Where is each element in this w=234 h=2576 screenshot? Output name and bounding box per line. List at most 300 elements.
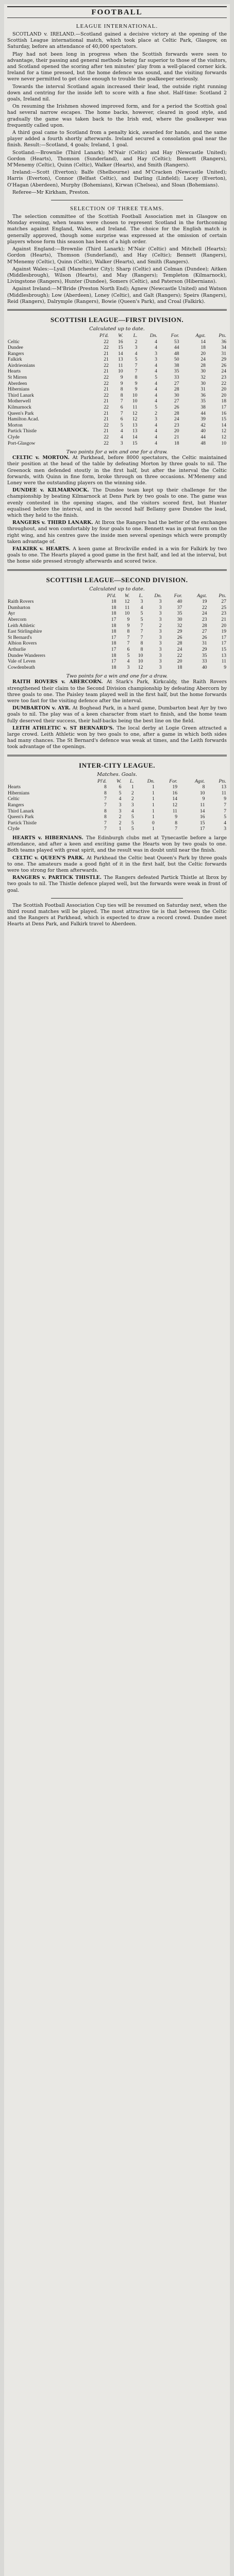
stat-cell: 3 (159, 640, 162, 647)
stat-cell: 11 (200, 802, 205, 808)
team-name: Dundee (8, 345, 23, 351)
stat-cell: 8 (140, 640, 143, 647)
team-name: Arthurlie (8, 647, 26, 652)
stat-cell: 3 (159, 617, 162, 623)
stat-cell: 5 (131, 826, 134, 832)
stat-cell: 5 (155, 375, 158, 381)
stat-cell: 7 (104, 796, 107, 802)
table-title: SCOTTISH LEAGUE—SECOND DIVISION. (46, 575, 188, 584)
stat-cell: 6 (120, 416, 123, 422)
stat-cell: 12 (132, 410, 138, 416)
stat-cell: 14 (221, 422, 226, 428)
stat-cell: 3 (155, 350, 158, 357)
team-name: Partick Thistle (8, 428, 37, 434)
team-name: Clyde (8, 434, 20, 440)
stat-cell: 13 (118, 357, 123, 363)
table-row (7, 375, 227, 381)
stat-cell: 3 (135, 345, 138, 351)
stat-cell: 33 (174, 375, 179, 381)
stat-cell: 7 (120, 410, 123, 416)
stat-cell: 9 (120, 380, 123, 386)
table-header-row (7, 593, 227, 599)
stat-cell: 4 (155, 368, 158, 375)
column-header: For. (169, 778, 177, 784)
stat-cell: 9 (175, 814, 177, 820)
paragraph: Against England:—Brownlie (Third Lanark); M'Nair (Celtic) and Mitchell (Hearts); Gordon (Hearts), Thomson (Sunderland), and Hay (Celtic); Bennett (Rangers), M'Menemy (Celtic), Quinn (Celtic), Walker (Hearts), and Smith (Rangers). (7, 246, 227, 265)
stat-cell: 16 (172, 790, 177, 796)
stat-cell: 22 (104, 392, 109, 398)
table-row (7, 345, 227, 351)
stat-cell: 18 (111, 604, 116, 611)
column-header: L. (139, 592, 143, 599)
stat-cell: 12 (124, 599, 130, 605)
column-header (7, 333, 85, 339)
stat-cell: 22 (104, 362, 109, 368)
stat-cell: 8 (135, 375, 138, 381)
match-report-heading: CELTIC v. QUEEN'S PARK. (12, 855, 87, 861)
team-name: Vale of Leven (8, 658, 36, 665)
column-header: For. (174, 592, 182, 599)
column-header (7, 593, 94, 599)
stat-cell: 21 (221, 617, 226, 623)
team-name: Celtic (8, 338, 20, 345)
stat-cell: 24 (177, 647, 182, 652)
stat-cell: 11 (118, 362, 123, 368)
stat-cell: 3 (155, 357, 158, 363)
stat-cell: 29 (177, 629, 182, 635)
match-report-heading: RANGERS v. PARTICK THISTLE. (12, 875, 104, 881)
stat-cell: 28 (174, 386, 179, 393)
table-row (7, 363, 227, 369)
divider (7, 309, 227, 311)
table-row (7, 393, 227, 399)
table-header-row (7, 778, 227, 785)
table-title: INTER-CITY LEAGUE. (79, 761, 155, 769)
stat-cell: 50 (174, 357, 179, 363)
stat-cell: 5 (140, 617, 143, 623)
match-report-text: The local derby at Logie Green attracted a large crowd. Leith Athletic won by two goals to one, after a game in which both sides had many chances. The St Bernard's defence was weak at times, and the Leith forwards took advantage of the openings. (7, 725, 227, 750)
stat-cell: 3 (155, 416, 158, 422)
table-row (7, 647, 227, 653)
second-division-table-block (7, 576, 227, 680)
stat-cell: 35 (174, 368, 179, 375)
stat-cell: 18 (200, 345, 206, 351)
team-name: Hibernians (8, 790, 30, 796)
table-row (7, 416, 227, 422)
stat-cell: 3 (159, 634, 162, 640)
stat-cell: 11 (125, 604, 130, 611)
stat-cell: 8 (120, 386, 123, 393)
column-header: W. (124, 592, 130, 599)
match-report-heading: RANGERS v. THIRD LANARK. (12, 520, 95, 526)
stat-cell: 28 (200, 362, 206, 368)
table-row (7, 611, 227, 617)
stat-cell: 6 (127, 647, 130, 652)
stat-cell: 4 (155, 422, 158, 428)
stat-cell: 4 (119, 796, 122, 802)
stat-cell: 15 (221, 416, 226, 422)
stat-cell: 19 (202, 599, 207, 605)
stat-cell: 4 (155, 386, 158, 393)
table-row (7, 386, 227, 393)
stat-cell: 8 (202, 784, 205, 790)
stat-cell: 24 (200, 357, 206, 363)
match-report-text: At Parkhead the Celtic beat Queen's Park by three goals to one. The amateurs made a good fight of it in the first half, but the Celtic forwards were too strong for them afterwards. (7, 855, 227, 873)
match-report-heading: CELTIC v. MORTON. (12, 455, 73, 461)
stat-cell: 35 (200, 398, 206, 404)
stat-cell: 35 (177, 611, 182, 617)
team-name: Falkirk (8, 357, 22, 363)
stat-cell: 5 (131, 820, 134, 826)
stat-cell: 12 (132, 416, 138, 422)
stat-cell: 3 (140, 599, 143, 605)
match-report-heading: HEARTS v. HIBERNIANS. (12, 835, 86, 841)
stat-cell: 38 (174, 362, 179, 368)
paragraph: Ireland:—Scott (Everton); Balfe (Shelbourne) and M'Cracken (Newcastle United); Harris (Everton), Connor (Belfast Celtic), and Darling (Linfield); Lacey (Everton), O'Hagan (Aberdeen), Murphy (Bohemians), Kirwan (Chelsea), and Sloan (Bohemians). (7, 170, 227, 188)
stat-cell: 17 (111, 634, 116, 640)
stat-cell: 36 (221, 338, 226, 345)
stat-cell: 20 (221, 386, 226, 393)
match-report (7, 725, 227, 751)
stat-cell: 3 (159, 611, 162, 617)
column-header (7, 778, 82, 785)
stat-cell: 11 (221, 658, 226, 665)
stat-cell: 15 (118, 345, 123, 351)
team-name: Rangers (8, 802, 24, 808)
table-row (7, 368, 227, 375)
stat-cell: 3 (224, 826, 226, 832)
stat-cell: 18 (111, 599, 116, 605)
stat-cell: 11 (221, 790, 226, 796)
stat-cell: 17 (221, 634, 226, 640)
masthead: FOOTBALL (7, 6, 227, 18)
stat-cell: 27 (202, 629, 207, 635)
stat-cell: 22 (104, 380, 109, 386)
stat-cell: 32 (200, 375, 206, 381)
stat-cell: 26 (177, 634, 182, 640)
stat-cell: 1 (152, 802, 155, 808)
match-report-text: The Rangers defeated Partick Thistle at Ibrox by two goals to nil. The Thistle defence played well, but the forwards were weak in front of goal. (7, 875, 227, 893)
column-header: Pl'd. (107, 592, 116, 599)
stat-cell: 4 (155, 338, 158, 345)
stat-cell: 16 (118, 338, 123, 345)
stat-cell: 13 (221, 652, 226, 658)
match-report (7, 855, 227, 874)
stat-cell: 34 (221, 345, 226, 351)
team-name: Hibernians (8, 386, 30, 393)
paragraph: The Scottish Football Association Cup ties will be resumed on Saturday next, when the third round matches will be played. The most attractive tie is that between the Celtic and the Rangers at Parkhead, which is expected to draw a record crowd. Dundee meet Hearts at Dens Park, and Falkirk travel to Aberdeen. (7, 902, 227, 927)
column-header: For. (171, 332, 179, 338)
stat-cell: 40 (200, 428, 206, 434)
paragraph: Towards the interval Scotland again increased their lead, the outside right running down and centring for the inside left to score with a fine shot. Half-time: Scotland 2 goals, Ireland nil. (7, 83, 227, 103)
stat-cell: 7 (135, 368, 138, 375)
stat-cell: 7 (140, 629, 143, 635)
stat-cell: 39 (200, 416, 206, 422)
stat-cell: 1 (152, 808, 155, 814)
stat-cell: 10 (124, 611, 130, 617)
column-header: Dn. (147, 778, 155, 784)
stat-cell: 22 (221, 380, 226, 386)
stat-cell: 21 (104, 398, 109, 404)
team-name: Kilmarnock (8, 404, 31, 411)
stat-cell: 14 (200, 338, 206, 345)
stat-cell: 12 (221, 434, 226, 440)
stat-cell: 15 (199, 820, 205, 826)
column-header: Dn. (149, 332, 158, 338)
stat-cell: 8 (104, 784, 107, 790)
team-name: Ayr (8, 611, 15, 617)
stat-cell: 4 (135, 350, 138, 357)
stat-cell: 3 (119, 808, 122, 814)
stat-cell: 22 (104, 375, 109, 381)
stat-cell: 2 (135, 338, 138, 345)
stat-cell: 7 (127, 634, 130, 640)
match-report (7, 679, 227, 704)
stat-cell: 9 (135, 380, 138, 386)
divider (7, 569, 227, 571)
newspaper-page (4, 4, 230, 2576)
team-name: Airdrieonians (8, 362, 35, 368)
table-row (7, 623, 227, 629)
column-header: Agst. (197, 592, 207, 599)
stat-cell: 40 (177, 599, 182, 605)
match-report (7, 455, 227, 486)
table-row (7, 820, 227, 826)
stat-cell: 2 (119, 814, 122, 820)
stat-cell: 7 (127, 640, 130, 647)
team-name: Port-Glasgow (8, 440, 36, 446)
stat-cell: 28 (174, 410, 179, 416)
stat-cell: 24 (202, 611, 207, 617)
stat-cell: 11 (132, 404, 138, 411)
table-subtitle: Calculated up to date. (89, 326, 145, 332)
paragraph: Against Ireland:—M'Bride (Preston North End); Agnew (Newcastle United) and Watson (Middlesbrough); Low (Aberdeen), Loney (Celtic), and Galt (Rangers); Speirs (Rangers), Reid (Rangers), Dalrymple (Rangers), Bowie (Queen's Park), and Croal (Falkirk). (7, 286, 227, 304)
stat-cell: 22 (104, 404, 109, 411)
divider (7, 755, 227, 756)
match-report-text: At Stark's Park, Kirkcaldy, the Raith Rovers strengthened their claim to the Second Division championship by defeating Abercorn by three goals to one. The Paisley team played well in the first half, but the home forwards were too fast for the visiting defence after the interval. (7, 679, 227, 704)
stat-cell: 10 (138, 658, 143, 665)
team-name: Albion Rovers (8, 640, 37, 647)
match-report-text: At Parkhead, before 8000 spectators, the Celtic maintained their position at the head of the table by defeating Morton by three goals to nil. The Greenock men defended stoutly in the first half, but after the interval the Celtic forwards, with Quinn in fine form, broke through on three occasions. M'Menemy and Loney were the outstanding players on the winning side. (7, 455, 227, 486)
table-note: Two points for a win and one for a draw. (66, 673, 168, 680)
stat-cell: 4 (120, 428, 123, 434)
stat-cell: 20 (174, 428, 179, 434)
stat-cell: 8 (104, 808, 107, 814)
stat-cell: 17 (221, 404, 226, 411)
table-row (7, 357, 227, 363)
stat-cell: 21 (104, 386, 109, 393)
match-report (7, 705, 227, 724)
stat-cell: 30 (174, 392, 179, 398)
stat-cell: 14 (132, 434, 138, 440)
stat-cell: 37 (177, 604, 182, 611)
stat-cell: 6 (120, 404, 123, 411)
stat-cell: 6 (119, 784, 122, 790)
stat-cell: 14 (172, 796, 177, 802)
match-report-text: A keen game at Brockville ended in a win for Falkirk by two goals to one. The Hearts played a good game in the first half, and led at the interval, but the home side pressed strongly afterwards and scored twice. (7, 546, 227, 565)
table-row (7, 826, 227, 832)
paragraph: Against Wales:—Lyall (Manchester City); Sharp (Celtic) and Colman (Dundee); Aitken (Middlesbrough), Wilson (Hearts), and May (Rangers); Templeton (Kilmarnock), Livingstone (Rangers), Hunter (Dundee), Somers (Celtic), and Paterson (Hibernians). (7, 266, 227, 285)
table-row (7, 428, 227, 434)
table-row (7, 814, 227, 820)
match-report (7, 835, 227, 854)
stat-cell: 18 (111, 640, 116, 647)
stat-cell: 20 (221, 392, 226, 398)
stat-cell: 5 (155, 404, 158, 411)
stat-cell: 8 (175, 820, 177, 826)
stat-cell: 25 (221, 604, 226, 611)
match-report-heading: FALKIRK v. HEARTS. (12, 546, 73, 552)
team-name: Partick Thistle (8, 820, 37, 826)
stat-cell: 5 (120, 422, 123, 428)
stat-cell: 5 (119, 790, 122, 796)
table-row (7, 635, 227, 641)
match-report (7, 875, 227, 894)
team-name: Third Lanark (8, 808, 34, 814)
stat-cell: 10 (118, 368, 123, 375)
table-subtitle: Matches. Goals. (97, 771, 137, 777)
table-row (7, 339, 227, 345)
stat-cell: 22 (104, 345, 109, 351)
table-row (7, 434, 227, 440)
inter-city-table-block (7, 761, 227, 832)
stat-cell: 8 (140, 647, 143, 652)
stat-cell: 11 (172, 808, 177, 814)
match-report (7, 546, 227, 565)
stat-cell: 22 (177, 652, 182, 658)
team-name: St Mirren (8, 375, 27, 381)
stat-cell: 9 (224, 664, 226, 670)
column-header: Pts. (219, 592, 226, 599)
stat-cell: 1 (152, 814, 155, 820)
first-division-table-block (7, 316, 227, 455)
stat-cell: 24 (221, 368, 226, 375)
stat-cell: 7 (175, 826, 177, 832)
match-report (7, 520, 227, 545)
team-name: East Stirlingshire (8, 629, 42, 635)
stat-cell: 18 (221, 398, 226, 404)
stat-cell: 20 (200, 350, 206, 357)
table-row (7, 599, 227, 605)
stat-cell: 4 (224, 820, 226, 826)
stat-cell: 17 (111, 617, 116, 623)
match-reports (7, 679, 227, 750)
stat-cell: 5 (135, 357, 138, 363)
column-header: Pl'd. (97, 778, 107, 784)
league-international-article (7, 23, 227, 196)
paragraph: Scotland:—Brownlie (Third Lanark); M'Nair (Celtic) and Hay (Newcastle United); Gordon (Hearts), Thomson (Sunderland), and Hay (Celtic); Bennett (Rangers), M'Menemy (Celtic), Quinn (Celtic), Walker (Hearts), and Smith (Rangers). (7, 149, 227, 168)
stat-cell: 14 (118, 350, 123, 357)
match-report-heading: DUMBARTON v. AYR. (12, 705, 73, 711)
stat-cell: 3 (120, 440, 123, 446)
table-header-row (7, 333, 227, 339)
stat-cell: 21 (104, 416, 109, 422)
stat-cell: 2 (131, 790, 134, 796)
stat-cell: 31 (202, 640, 207, 647)
stat-cell: 5 (140, 611, 143, 617)
table-row (7, 790, 227, 796)
table-row (7, 653, 227, 659)
column-header: Pl'd. (99, 332, 109, 338)
stat-cell: 9 (127, 617, 130, 623)
stat-cell: 21 (174, 434, 179, 440)
team-name: Clyde (8, 826, 20, 832)
column-header: Pts. (219, 778, 226, 784)
stat-cell: 12 (221, 428, 226, 434)
team-name: Abercorn (8, 617, 27, 623)
stat-cell: 18 (111, 611, 116, 617)
column-header: Agst. (194, 778, 205, 784)
stat-cell: 29 (202, 647, 207, 652)
stat-cell: 4 (127, 658, 130, 665)
match-report-text: At Boghead Park, in a hard game, Dumbarton beat Ayr by two goals to nil. The play was of a keen character from start to finish, and the home team fully deserved their success, their half-backs being the best line on the field. (7, 705, 227, 724)
team-name: Motherwell (8, 398, 31, 404)
match-report-text: The Edinburgh clubs met at Tynecastle before a large attendance, and after a keen and exciting game the Hearts won by two goals to one. Both teams played with great spirit, and the result was in doubt until near the finish. (7, 835, 227, 854)
stat-cell: 17 (221, 640, 226, 647)
stat-cell: 18 (177, 664, 182, 670)
selection-article (7, 206, 227, 305)
team-name: Queen's Park (8, 410, 34, 416)
stat-cell: 7 (224, 808, 226, 814)
stat-cell: 8 (104, 814, 107, 820)
match-report-heading: DUNDEE v. KILMARNOCK. (12, 487, 93, 494)
stat-cell: 29 (221, 357, 226, 363)
team-name: Celtic (8, 796, 20, 802)
stat-cell: 1 (152, 784, 155, 790)
table-subtitle: Calculated up to date. (89, 586, 145, 592)
stat-cell: 20 (221, 622, 226, 629)
stat-cell: 20 (177, 658, 182, 665)
stat-cell: 26 (221, 362, 226, 368)
team-name: Queen's Park (8, 814, 34, 820)
stat-cell: 18 (111, 664, 116, 670)
stat-cell: 9 (135, 386, 138, 393)
stat-cell: 21 (104, 350, 109, 357)
stat-cell: 18 (174, 440, 179, 446)
stat-cell: 18 (111, 629, 116, 635)
team-name: St Bernard's (8, 634, 32, 640)
table-row (7, 796, 227, 802)
match-reports (7, 835, 227, 894)
paragraph: The selection committee of the Scottish Football Association met in Glasgow on Monday evening, when teams were chosen to represent Scotland in the forthcoming matches against England, Wales, and Ireland. The choice for the English match is generally approved, though some surprise was expressed at the omission of certain players whose form this season has been of a high order. (7, 214, 227, 245)
team-name: Leith Athletic (8, 622, 36, 629)
stat-cell: 1 (119, 826, 122, 832)
stat-cell: 3 (119, 802, 122, 808)
stat-cell: 9 (202, 796, 205, 802)
standings-table (7, 778, 227, 832)
paragraph: Referee—Mr Kirkham, Preston. (12, 189, 90, 195)
stat-cell: 10 (132, 392, 138, 398)
stat-cell: 22 (104, 440, 109, 446)
stat-cell: 31 (221, 350, 226, 357)
section-title: SELECTION OF THREE TEAMS. (70, 206, 164, 212)
stat-cell: 21 (104, 357, 109, 363)
stat-cell: 4 (155, 428, 158, 434)
stat-cell: 24 (174, 416, 179, 422)
table-row (7, 411, 227, 417)
table-row (7, 629, 227, 635)
stat-cell: 3 (159, 599, 162, 605)
column-header: W. (118, 332, 123, 338)
stat-cell: 1 (152, 790, 155, 796)
stat-cell: 10 (221, 440, 226, 446)
team-name: Third Lanark (8, 392, 34, 398)
stat-cell: 22 (104, 422, 109, 428)
stat-cell: 44 (200, 434, 206, 440)
stat-cell: 23 (174, 422, 179, 428)
stat-cell: 4 (155, 380, 158, 386)
stat-cell: 23 (221, 611, 226, 617)
